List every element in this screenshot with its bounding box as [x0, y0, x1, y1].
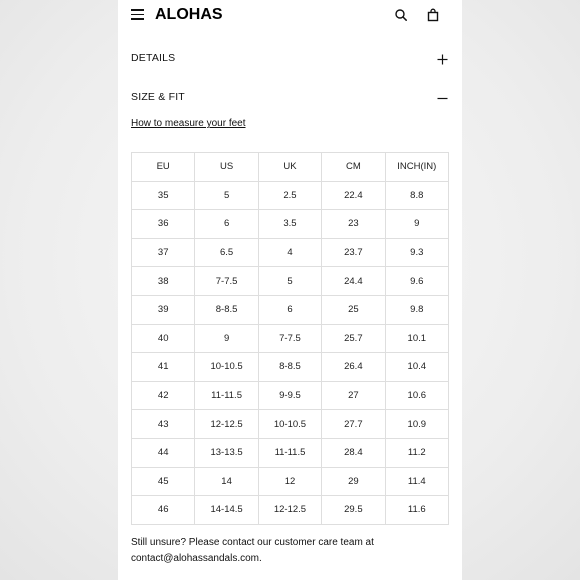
table-cell: 6	[258, 295, 321, 324]
table-cell: 10-10.5	[195, 353, 258, 382]
table-row	[132, 496, 449, 525]
how-to-measure-link[interactable]: How to measure your feet	[131, 118, 246, 129]
plus-icon[interactable]	[437, 52, 448, 63]
brand-logo[interactable]: ALOHAS	[155, 6, 223, 23]
table-cell: 36	[132, 210, 195, 239]
table-cell: 4	[258, 238, 321, 267]
table-cell: 12-12.5	[258, 496, 321, 525]
table-cell: 9-9.5	[258, 381, 321, 410]
hamburger-menu-icon[interactable]	[131, 9, 144, 20]
column-header: CM	[322, 153, 385, 182]
table-cell: 8-8.5	[258, 353, 321, 382]
table-row	[132, 353, 449, 382]
table-cell: 28.4	[322, 438, 385, 467]
table-cell: 24.4	[322, 267, 385, 296]
table-cell: 9.3	[385, 238, 448, 267]
table-cell: 10-10.5	[258, 410, 321, 439]
table-cell: 9	[385, 210, 448, 239]
table-cell: 46	[132, 496, 195, 525]
table-cell: 3.5	[258, 210, 321, 239]
table-cell: 44	[132, 438, 195, 467]
table-cell: 45	[132, 467, 195, 496]
table-cell: 40	[132, 324, 195, 353]
details-label: DETAILS	[131, 52, 176, 64]
table-cell: 9.8	[385, 295, 448, 324]
table-cell: 7-7.5	[195, 267, 258, 296]
shopping-bag-icon[interactable]	[425, 7, 441, 23]
table-row	[132, 295, 449, 324]
table-cell: 5	[258, 267, 321, 296]
table-cell: 35	[132, 181, 195, 210]
product-info-panel	[118, 0, 462, 580]
table-cell: 6	[195, 210, 258, 239]
table-cell: 10.4	[385, 353, 448, 382]
table-cell: 42	[132, 381, 195, 410]
table-cell: 27.7	[322, 410, 385, 439]
table-cell: 41	[132, 353, 195, 382]
table-cell: 8-8.5	[195, 295, 258, 324]
table-row	[132, 324, 449, 353]
column-header: US	[195, 153, 258, 182]
table-cell: 23.7	[322, 238, 385, 267]
contact-note-text: Still unsure? Please contact our customer care team at	[131, 537, 374, 548]
table-cell: 22.4	[322, 181, 385, 210]
size-fit-label: SIZE & FIT	[131, 91, 185, 103]
table-cell: 13-13.5	[195, 438, 258, 467]
table-cell: 5	[195, 181, 258, 210]
search-icon[interactable]	[393, 7, 409, 23]
table-row	[132, 181, 449, 210]
column-header: UK	[258, 153, 321, 182]
table-cell: 11-11.5	[195, 381, 258, 410]
details-accordion[interactable]	[131, 48, 448, 68]
size-chart-body	[132, 181, 449, 524]
table-cell: 25.7	[322, 324, 385, 353]
column-header: EU	[132, 153, 195, 182]
table-row	[132, 438, 449, 467]
table-cell: 12	[258, 467, 321, 496]
table-cell: 23	[322, 210, 385, 239]
table-cell: 8.8	[385, 181, 448, 210]
table-cell: 38	[132, 267, 195, 296]
table-cell: 11.4	[385, 467, 448, 496]
table-row	[132, 267, 449, 296]
table-row	[132, 238, 449, 267]
table-cell: 29.5	[322, 496, 385, 525]
table-row	[132, 210, 449, 239]
minus-icon[interactable]	[437, 91, 448, 102]
table-row	[132, 381, 449, 410]
table-cell: 14-14.5	[195, 496, 258, 525]
column-header: INCH(IN)	[385, 153, 448, 182]
table-cell: 10.9	[385, 410, 448, 439]
table-cell: 43	[132, 410, 195, 439]
table-cell: 11.2	[385, 438, 448, 467]
table-cell: 26.4	[322, 353, 385, 382]
table-cell: 25	[322, 295, 385, 324]
table-cell: 39	[132, 295, 195, 324]
table-cell: 37	[132, 238, 195, 267]
table-cell: 9	[195, 324, 258, 353]
table-cell: 7-7.5	[258, 324, 321, 353]
table-cell: 6.5	[195, 238, 258, 267]
contact-note	[131, 535, 451, 567]
customer-care-email[interactable]: contact@alohassandals.com.	[131, 553, 262, 564]
table-row	[132, 467, 449, 496]
table-cell: 29	[322, 467, 385, 496]
site-header	[118, 0, 462, 30]
size-chart-table	[131, 152, 449, 525]
table-cell: 9.6	[385, 267, 448, 296]
table-header-row	[132, 153, 449, 182]
table-row	[132, 410, 449, 439]
table-cell: 27	[322, 381, 385, 410]
table-cell: 10.1	[385, 324, 448, 353]
table-cell: 2.5	[258, 181, 321, 210]
table-cell: 14	[195, 467, 258, 496]
table-cell: 11-11.5	[258, 438, 321, 467]
table-cell: 11.6	[385, 496, 448, 525]
table-cell: 12-12.5	[195, 410, 258, 439]
table-cell: 10.6	[385, 381, 448, 410]
size-fit-accordion[interactable]	[131, 87, 448, 107]
